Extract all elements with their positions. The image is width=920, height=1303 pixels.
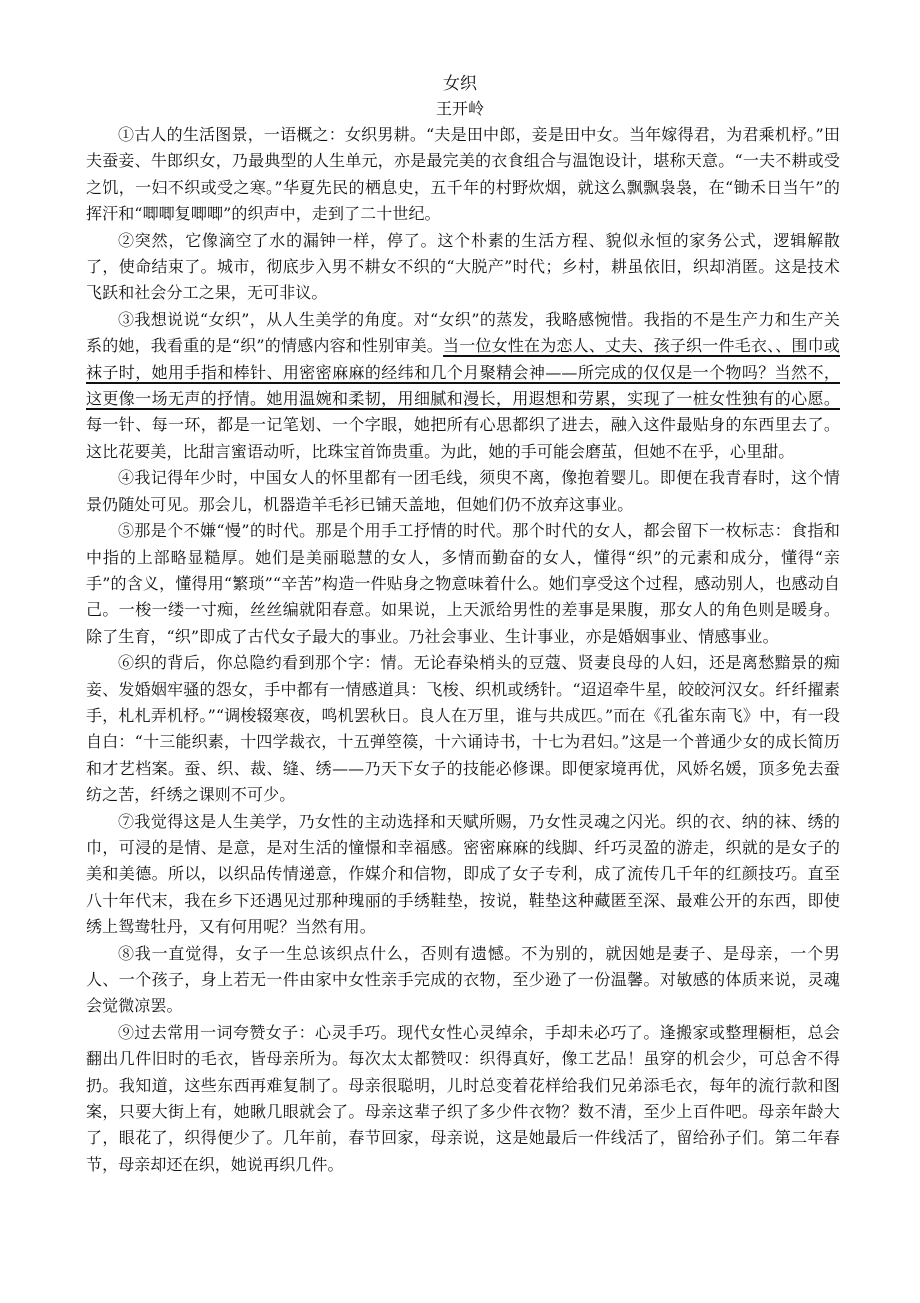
paragraph-text: ⑨过去常用一词夸赞女子：心灵手巧。现代女性心灵绰余，手却未必巧了。逢搬家或整理橱柜，总会翻出几件旧时的毛衣，皆母亲所为。每次太太都赞叹：织得真好，像工艺品！虽穿的机会少，可总舍不得扔。我知道，这些东西再难复制了。母亲很聪明，儿时总变着花样给我们兄弟添毛衣，每年的流行款和图案，只要大街上有，她瞅几眼就会了。母亲这辈子织了多少件衣物？数不清，至少上百件吧。母亲年龄大了，眼花了，织得便少了。几年前，春节回家，母亲说，这是她最后一件线活了，留给孙子们。第二年春节，母亲却还在织，她说再织几件。 [86,1022,840,1174]
paragraph-text: ④我记得年少时，中国女人的怀里都有一团毛线，须臾不离，像抱着婴儿。即便在我青春时，这个情景仍随处可见。那会儿，机器造羊毛衫已铺天盖地，但她们仍不放弃这事业。 [86,468,840,514]
paragraph-4 [86,465,840,518]
paragraph-5 [86,518,840,650]
paragraph-text: ⑧我一直觉得，女子一生总该织点什么，否则有遗憾。不为别的，就因她是妻子、是母亲，一个男人、一个孩子，身上若无一件由家中女性亲手完成的衣物，至少逊了一份温馨。对敏感的体质来说，灵魂会觉微凉罢。 [86,943,840,1016]
paragraph-1 [86,122,840,228]
essay-title: 女织 [443,74,477,94]
paragraph-8 [86,941,840,1020]
paragraph-text: ①古人的生活图景，一语概之：女织男耕。“夫是田中郎，妾是田中女。当年嫁得君，为君乘机杼。”田夫蚕妾、牛郎织女，乃最典型的人生单元，亦是最完美的衣食组合与温饱设计，堪称天意。“一夫不耕或受之饥，一妇不织或受之寒。”华夏先民的栖息史，五千年的村野炊烟，就这么飘飘袅袅，在“锄禾日当午”的挥汗和“唧唧复唧唧”的织声中，走到了二十世纪。 [86,125,840,224]
underlined-passage: 当一位女性在为恋人、丈夫、孩子织一件毛衣、、围巾或袜子时，她用手指和棒针、用密密麻麻的经纬和几个月聚精会神——所完成的仅仅是一个物吗？当然不，这更像一场无声的抒情。她用温婉和柔韧，用细腻和漫长，用遐想和劳累，实现了一桩女性独有的心愿。 [86,336,840,409]
paragraph-3 [86,307,840,465]
paragraph-text: ⑥织的背后，你总隐约看到那个字：情。无论春染梢头的豆蔻、贤妻良母的人妇，还是离愁黯景的痴妾、发婚姻牢骚的怨女，手中都有一情感道具：飞梭、织机或绣针。“迢迢牵牛星，皎皎河汉女。纤纤擢素手，札札弄机杼。”“调梭辍寒夜，鸣机罢秋日。良人在万里，谁与共成匹。”而在《孔雀东南飞》中，有一段自白：“十三能织素，十四学裁衣，十五弹箜篌，十六诵诗书，十七为君妇。”这是一个普通少女的成长简历和才艺档案。蚕、织、裁、缝、绣——乃天下女子的技能必修课。即便家境再优，风娇名媛，顶多免去蚕纺之苦，纤绣之课则不可少。 [86,653,840,805]
paragraph-text: ③我想说说“女织”，从人生美学的角度。对“女织”的蒸发，我略感惋惜。我指的不是生产力和生产关系的她，我看重的是“织”的情感内容和性别审美。 [86,309,840,356]
paragraph-6 [86,650,840,808]
paragraph-text: 每一针、每一环，都是一记笔划、一个字眼，她把所有心思都织了进去，融入这件最贴身的东西里去了。这比花要美，比甜言蜜语动听，比珠宝首饰贵重。为此，她的手可能会磨茧，但她不在乎，心里甜。 [86,415,840,461]
paragraph-7 [86,809,840,941]
paragraph-text: ⑤那是个不嫌“慢”的时代。那是个用手工抒情的时代。那个时代的女人，都会留下一枚标志：食指和中指的上部略显糙厚。她们是美丽聪慧的女人，多情而勤奋的女人，懂得“织”的元素和成分，懂得“亲手”的含义，懂得用“繁琐”“辛苦”构造一件贴身之物意味着什么。她们享受这个过程，感动别人，也感动自己。一梭一缕一寸痴，丝丝编就阳春意。如果说，上天派给男性的差事是果腹，那女人的角色则是暖身。除了生育，“织”即成了古代女子最大的事业。乃社会事业、生计事业，亦是婚姻事业、情感事业。 [86,521,840,646]
essay-body [86,122,840,1178]
essay-author: 王开岭 [435,99,484,118]
paragraph-text: ②突然，它像滴空了水的漏钟一样，停了。这个朴素的生活方程、貌似永恒的家务公式，逻辑解散了，使命结束了。城市，彻底步入男不耕女不织的“大脱产”时代；乡村，耕虽依旧，织却消匿。这是技术飞跃和社会分工之果，无可非议。 [86,230,840,303]
paragraph-text: ⑦我觉得这是人生美学，乃女性的主动选择和天赋所赐，乃女性灵魂之闪光。织的衣、纳的袜、绣的巾，可浸的是情、是意，是对生活的憧憬和幸福感。密密麻麻的线脚、纤巧灵盈的游走，织就的是女子的美和美德。所以，以织品传情递意，作媒介和信物，即成了女子专利，成了流传几千年的红颜技巧。直至八十年代末，我在乡下还遇见过那种瑰丽的手绣鞋垫，按说，鞋垫这种藏匿至深、最难公开的东西，即使绣上鸳鸯牡丹，又有何用呢？当然有用。 [86,811,840,937]
paragraph-9 [86,1020,840,1178]
paragraph-2 [86,228,840,307]
